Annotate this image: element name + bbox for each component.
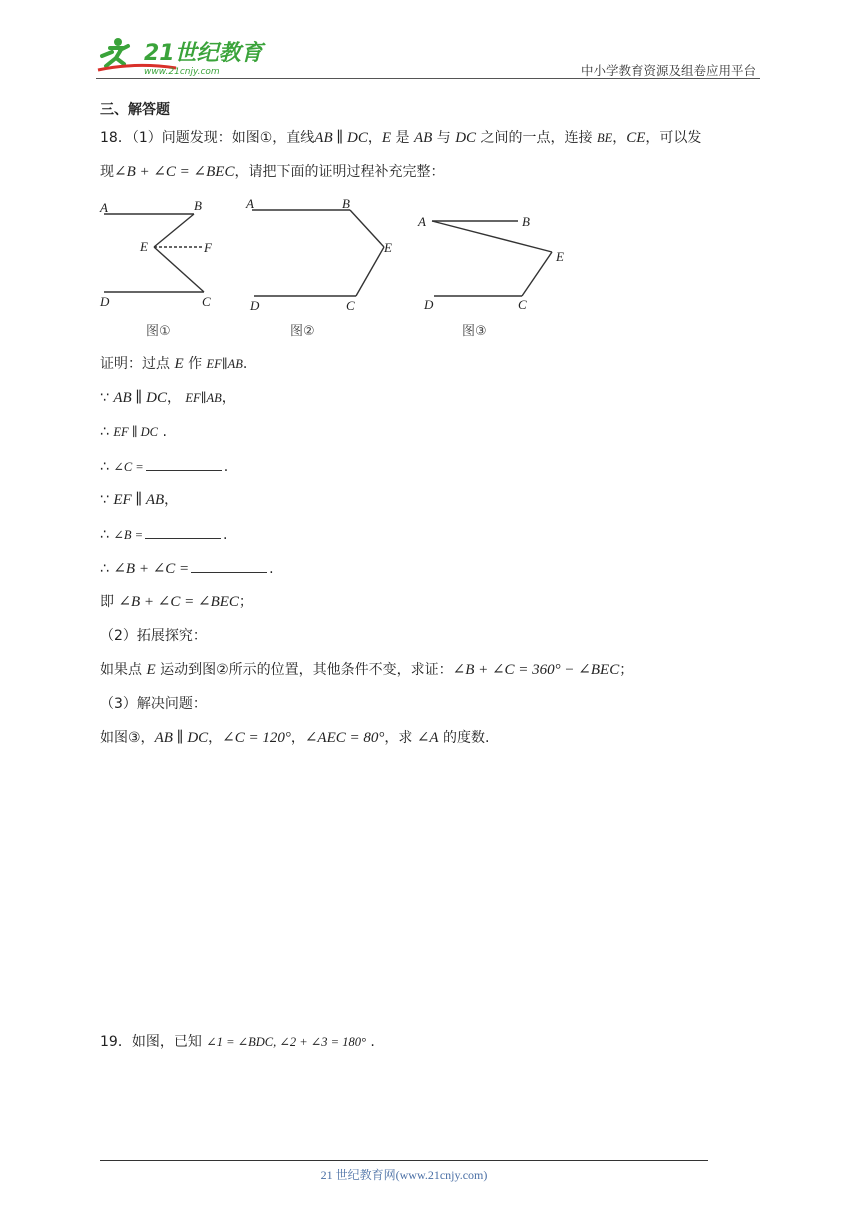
fig3-label-a: A (418, 214, 426, 229)
part2-text: 如果点 E 运动到图②所示的位置，其他条件不变，求证：∠B + ∠C = 360° − ∠BEC； (100, 662, 634, 678)
svg-text:21世纪教育: 21世纪教育 (144, 41, 263, 66)
fig3-label-c: C (518, 297, 527, 312)
proof-line-8: 即 ∠B + ∠C = ∠BEC； (100, 594, 253, 610)
fig3-label-d: D (424, 297, 434, 312)
proof-line-4: ∴ ∠C = . (100, 456, 228, 477)
fig2-label-c: C (346, 298, 355, 313)
fig1-label-b: B (194, 198, 202, 213)
proof-line-3: ∴ EF ∥ DC . (100, 424, 167, 440)
fig2-label-e: E (384, 240, 392, 255)
fig3-label-e: E (556, 249, 564, 264)
q18-intro-line-2: 现∠B + ∠C = ∠BEC，请把下面的证明过程补充完整： (100, 164, 445, 180)
header-divider (96, 78, 760, 79)
fig2-label-b: B (342, 196, 350, 211)
figure-1-caption: 图① (146, 324, 171, 339)
figure-3-caption: 图③ (462, 324, 487, 339)
fig1-label-e: E (140, 239, 148, 254)
proof-line-1: 证明：过点 E 作 EF∥AB. (100, 356, 248, 372)
fig1-label-d: D (100, 294, 110, 309)
figure-2-caption: 图② (290, 324, 315, 339)
proof-line-5: ∵ EF ∥ AB， (100, 492, 179, 508)
answer-blank-3[interactable] (191, 558, 267, 573)
section-title: 三、解答题 (100, 102, 170, 118)
page-header (96, 34, 760, 80)
footer-divider (100, 1160, 708, 1161)
fig2-label-a: A (246, 196, 254, 211)
figure-2-diagram (242, 196, 402, 316)
fig2-label-d: D (250, 298, 260, 313)
fig1-label-a: A (100, 200, 108, 215)
q18-intro-line-1: 18．（1）问题发现：如图①，直线AB ∥ DC，E 是 AB 与 DC 之间的一点，连接 BE，CE，可以发 (100, 130, 702, 146)
fig3-label-b: B (522, 214, 530, 229)
fig1-label-c: C (202, 294, 211, 309)
site-logo[interactable] (96, 34, 266, 78)
proof-line-7: ∴ ∠B + ∠C = . (100, 558, 274, 579)
part2-title: （2）拓展探究： (100, 628, 207, 644)
svg-text:www.21cnjy.com: www.21cnjy.com (144, 67, 220, 77)
proof-line-6: ∴ ∠B = . (100, 524, 227, 545)
part3-title: （3）解决问题： (100, 696, 207, 712)
footer-link[interactable]: 21 世纪教育网(www.21cnjy.com) (320, 1168, 488, 1182)
header-platform-text: 中小学教育资源及组卷应用平台 (580, 63, 756, 78)
fig1-label-f: F (204, 240, 212, 255)
proof-line-2: ∵ AB ∥ DC， EF∥AB， (100, 390, 236, 406)
answer-blank-1[interactable] (146, 456, 222, 471)
q19-text: 19．如图，已知 ∠1 = ∠BDC, ∠2 + ∠3 = 180° . (100, 1034, 375, 1050)
figure-3-diagram (412, 196, 572, 316)
part3-text: 如图③，AB ∥ DC，∠C = 120°，∠AEC = 80°，求 ∠A 的度数. (100, 730, 490, 746)
answer-blank-2[interactable] (145, 524, 221, 539)
